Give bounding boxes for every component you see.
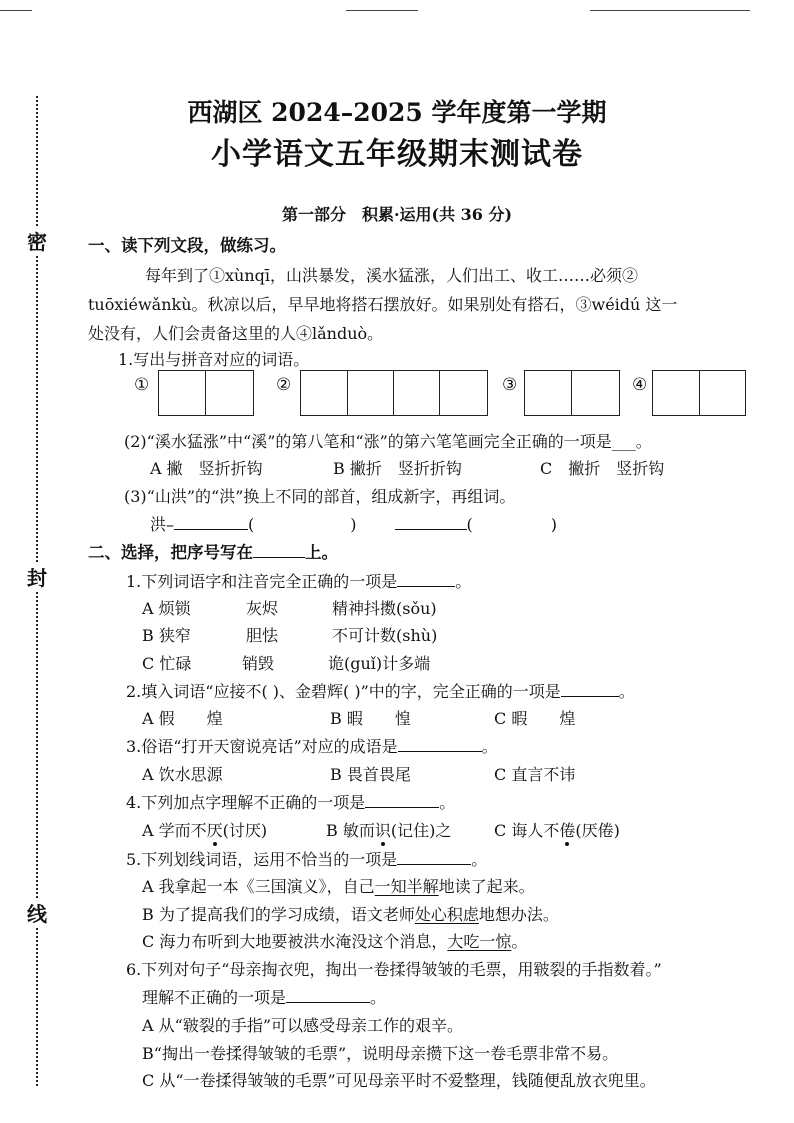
q1-sub3-paren-open-2: ( bbox=[466, 515, 473, 534]
q2-item4-opt-c bbox=[494, 821, 620, 840]
binding-char-mi: 密 bbox=[22, 226, 52, 255]
q1-sub1: 1.写出与拼音对应的词语。 bbox=[118, 350, 310, 369]
box-label-1: ① bbox=[134, 375, 150, 395]
q2-item3-opt-a: A 饮水思源 bbox=[142, 765, 223, 784]
q1-sub2-option-a: A 撇 竖折折钩 bbox=[150, 459, 263, 478]
box-divider bbox=[393, 371, 394, 415]
q2-item6-opt-b: B“掏出一卷揉得皱皱的毛票”，说明母亲攒下这一卷毛票非常不易。 bbox=[142, 1044, 619, 1063]
q2-item1-opt-c3: 诡(guǐ)计多端 bbox=[328, 654, 431, 673]
binding-char-feng: 封 bbox=[22, 562, 52, 591]
binding-char-xian: 线 bbox=[22, 898, 52, 927]
q2-item5-stem-text: 5.下列划线词语，运用不恰当的一项是 bbox=[126, 850, 398, 869]
q2-item1-opt-b1: B 狭窄 bbox=[142, 626, 191, 645]
q1-sub3-paren-close-2: ) bbox=[550, 515, 558, 534]
q2-item4-blank[interactable] bbox=[365, 793, 439, 808]
q2-item2-blank[interactable] bbox=[561, 682, 619, 697]
header-rule-right bbox=[590, 10, 750, 11]
end-mark: 。 bbox=[455, 572, 472, 591]
opt-text: C 诲人不 bbox=[494, 821, 560, 840]
end-mark: 。 bbox=[618, 682, 635, 701]
q2-item6-stem: 6.下列对句子“母亲掏衣兜，掏出一卷揉得皱皱的毛票，用皲裂的手指数着。” bbox=[126, 960, 662, 979]
header-rule-middle bbox=[346, 10, 418, 11]
q2-item6-stem2-text: 理解不正确的一项是 bbox=[142, 988, 287, 1007]
answer-box-4[interactable] bbox=[652, 370, 746, 416]
q2-item1-stem bbox=[126, 572, 471, 591]
q2-item5-opt-c bbox=[142, 932, 527, 951]
q1-sub3: (3)“山洪”的“洪”换上不同的部首，组成新字，再组词。 bbox=[124, 487, 516, 506]
q2-item2-opt-b: B 暇 惶 bbox=[330, 709, 411, 728]
q1-sub2-option-b: B 撇折 竖折折钩 bbox=[333, 459, 462, 478]
q1-sub2-option-c: C 撇折 竖折钩 bbox=[540, 459, 665, 478]
q2-item1-opt-b2: 胆怯 bbox=[246, 626, 279, 645]
opt-text: 地想办法。 bbox=[478, 905, 559, 924]
opt-text: 地读了起来。 bbox=[438, 877, 535, 896]
answer-box-2[interactable] bbox=[300, 370, 488, 416]
q2-item2-stem bbox=[126, 682, 635, 701]
q2-heading bbox=[88, 543, 338, 563]
opt-text: B 为了提高我们的学习成绩，语文老师 bbox=[142, 905, 415, 924]
q2-heading-text-b: 上。 bbox=[305, 543, 338, 562]
dotted-char: 识 bbox=[374, 821, 391, 840]
end-mark: 。 bbox=[370, 988, 387, 1007]
q1-passage-line1: 每年到了①xùnqī，山洪暴发，溪水猛涨，人们出工、收工……必须② bbox=[145, 266, 638, 285]
q1-passage-line2: tuōxiéwǎnkù。秋凉以后，早早地将搭石摆放好。如果别处有搭石，③wéidú 这一 bbox=[88, 295, 678, 314]
box-label-2: ② bbox=[276, 375, 292, 395]
q2-item1-opt-a3: 精神抖擞(sǒu) bbox=[332, 599, 437, 618]
q2-item3-stem-text: 3.俗语“打开天窗说亮话”对应的成语是 bbox=[126, 737, 398, 756]
q2-item3-opt-b: B 畏首畏尾 bbox=[330, 765, 411, 784]
q1-sub3-blank-2[interactable] bbox=[395, 515, 467, 530]
opt-text: A 我拿起一本《三国演义》，自己 bbox=[142, 877, 375, 896]
end-mark: 。 bbox=[471, 850, 488, 869]
underlined-word: 处心积虑 bbox=[414, 905, 479, 924]
q2-item3-blank[interactable] bbox=[398, 737, 482, 752]
q1-passage-line3: 处没有，人们会责备这里的人④lǎnduò。 bbox=[88, 324, 384, 343]
end-mark: 。 bbox=[481, 737, 498, 756]
q2-heading-blank[interactable] bbox=[253, 543, 305, 558]
q2-item4-stem-text: 4.下列加点字理解不正确的一项是 bbox=[126, 793, 366, 812]
opt-text: A 学而不 bbox=[142, 821, 207, 840]
opt-text: (讨厌) bbox=[222, 821, 268, 840]
q1-heading: 一、读下列文段，做练习。 bbox=[88, 236, 286, 255]
q2-item5-opt-a bbox=[142, 877, 535, 896]
q2-item1-opt-a1: A 烦锁 bbox=[142, 599, 191, 618]
box-divider bbox=[699, 371, 700, 415]
q2-item1-opt-a2: 灰烬 bbox=[246, 599, 279, 618]
answer-box-1[interactable] bbox=[158, 370, 254, 416]
q2-item4-stem bbox=[126, 793, 455, 812]
part1-heading: 第一部分 积累·运用(共 36 分) bbox=[281, 205, 513, 224]
q2-item5-stem bbox=[126, 850, 487, 869]
q2-item6-stem2 bbox=[142, 988, 386, 1007]
box-divider bbox=[439, 371, 440, 415]
box-divider bbox=[347, 371, 348, 415]
q2-item3-opt-c: C 直言不讳 bbox=[494, 765, 576, 784]
q1-sub2: (2)“溪水猛涨”中“溪”的第八笔和“涨”的第六笔笔画完全正确的一项是___。 bbox=[124, 432, 652, 451]
q1-sub3-char: 洪– bbox=[150, 515, 175, 534]
q2-item3-stem bbox=[126, 737, 498, 756]
q2-item5-blank[interactable] bbox=[397, 850, 471, 865]
q2-item6-blank[interactable] bbox=[286, 988, 370, 1003]
q2-item6-opt-a: A 从“皲裂的手指”可以感受母亲工作的艰辛。 bbox=[142, 1016, 464, 1035]
exam-title-line1: 西湖区 2024–2025 学年度第一学期 bbox=[187, 98, 607, 127]
q2-item2-opt-a: A 假 煌 bbox=[142, 709, 223, 728]
q2-item6-opt-c: C 从“一卷揉得皱皱的毛票”可见母亲平时不爱整理，钱随便乱放衣兜里。 bbox=[142, 1071, 656, 1090]
opt-text: 。 bbox=[511, 932, 528, 951]
underlined-word: 一知半解 bbox=[374, 877, 439, 896]
q2-item2-stem-text: 2.填入词语“应接不( )、金碧辉( )”中的字，完全正确的一项是 bbox=[126, 682, 561, 701]
box-label-3: ③ bbox=[502, 375, 518, 395]
exam-title-line2: 小学语文五年级期末测试卷 bbox=[211, 137, 583, 172]
box-divider bbox=[571, 371, 572, 415]
q2-item4-opt-a bbox=[142, 821, 267, 840]
opt-text: (记住)之 bbox=[390, 821, 452, 840]
box-label-4: ④ bbox=[632, 375, 648, 395]
opt-text: C 海力布听到大地要被洪水淹没这个消息， bbox=[142, 932, 448, 951]
dotted-char: 倦 bbox=[559, 821, 576, 840]
opt-text: B 敏而 bbox=[326, 821, 375, 840]
q1-sub3-paren-close: ) bbox=[350, 515, 357, 534]
q2-item1-opt-b3: 不可计数(shù) bbox=[332, 626, 438, 645]
q1-sub3-answer-line bbox=[150, 515, 557, 534]
q2-item1-blank[interactable] bbox=[397, 572, 455, 587]
opt-text: (厌倦) bbox=[575, 821, 620, 840]
underlined-word: 大吃一惊 bbox=[447, 932, 512, 951]
q2-item1-stem-text: 1.下列词语字和注音完全正确的一项是 bbox=[126, 572, 398, 591]
q2-item1-opt-c1: C 忙碌 bbox=[142, 654, 192, 673]
q2-item2-opt-c: C 暇 煌 bbox=[494, 709, 576, 728]
dotted-char: 厌 bbox=[206, 821, 223, 840]
box-divider bbox=[205, 371, 206, 415]
q2-item1-opt-c2: 销毁 bbox=[242, 654, 275, 673]
end-mark: 。 bbox=[439, 793, 456, 812]
q1-sub3-blank-1[interactable] bbox=[174, 515, 248, 530]
answer-box-3[interactable] bbox=[524, 370, 620, 416]
q2-item4-opt-b bbox=[326, 821, 451, 840]
q2-item5-opt-b bbox=[142, 905, 559, 924]
q1-sub3-paren-open: ( bbox=[248, 515, 255, 534]
q2-heading-text-a: 二、选择，把序号写在 bbox=[88, 543, 253, 562]
header-rule-left bbox=[0, 10, 32, 11]
